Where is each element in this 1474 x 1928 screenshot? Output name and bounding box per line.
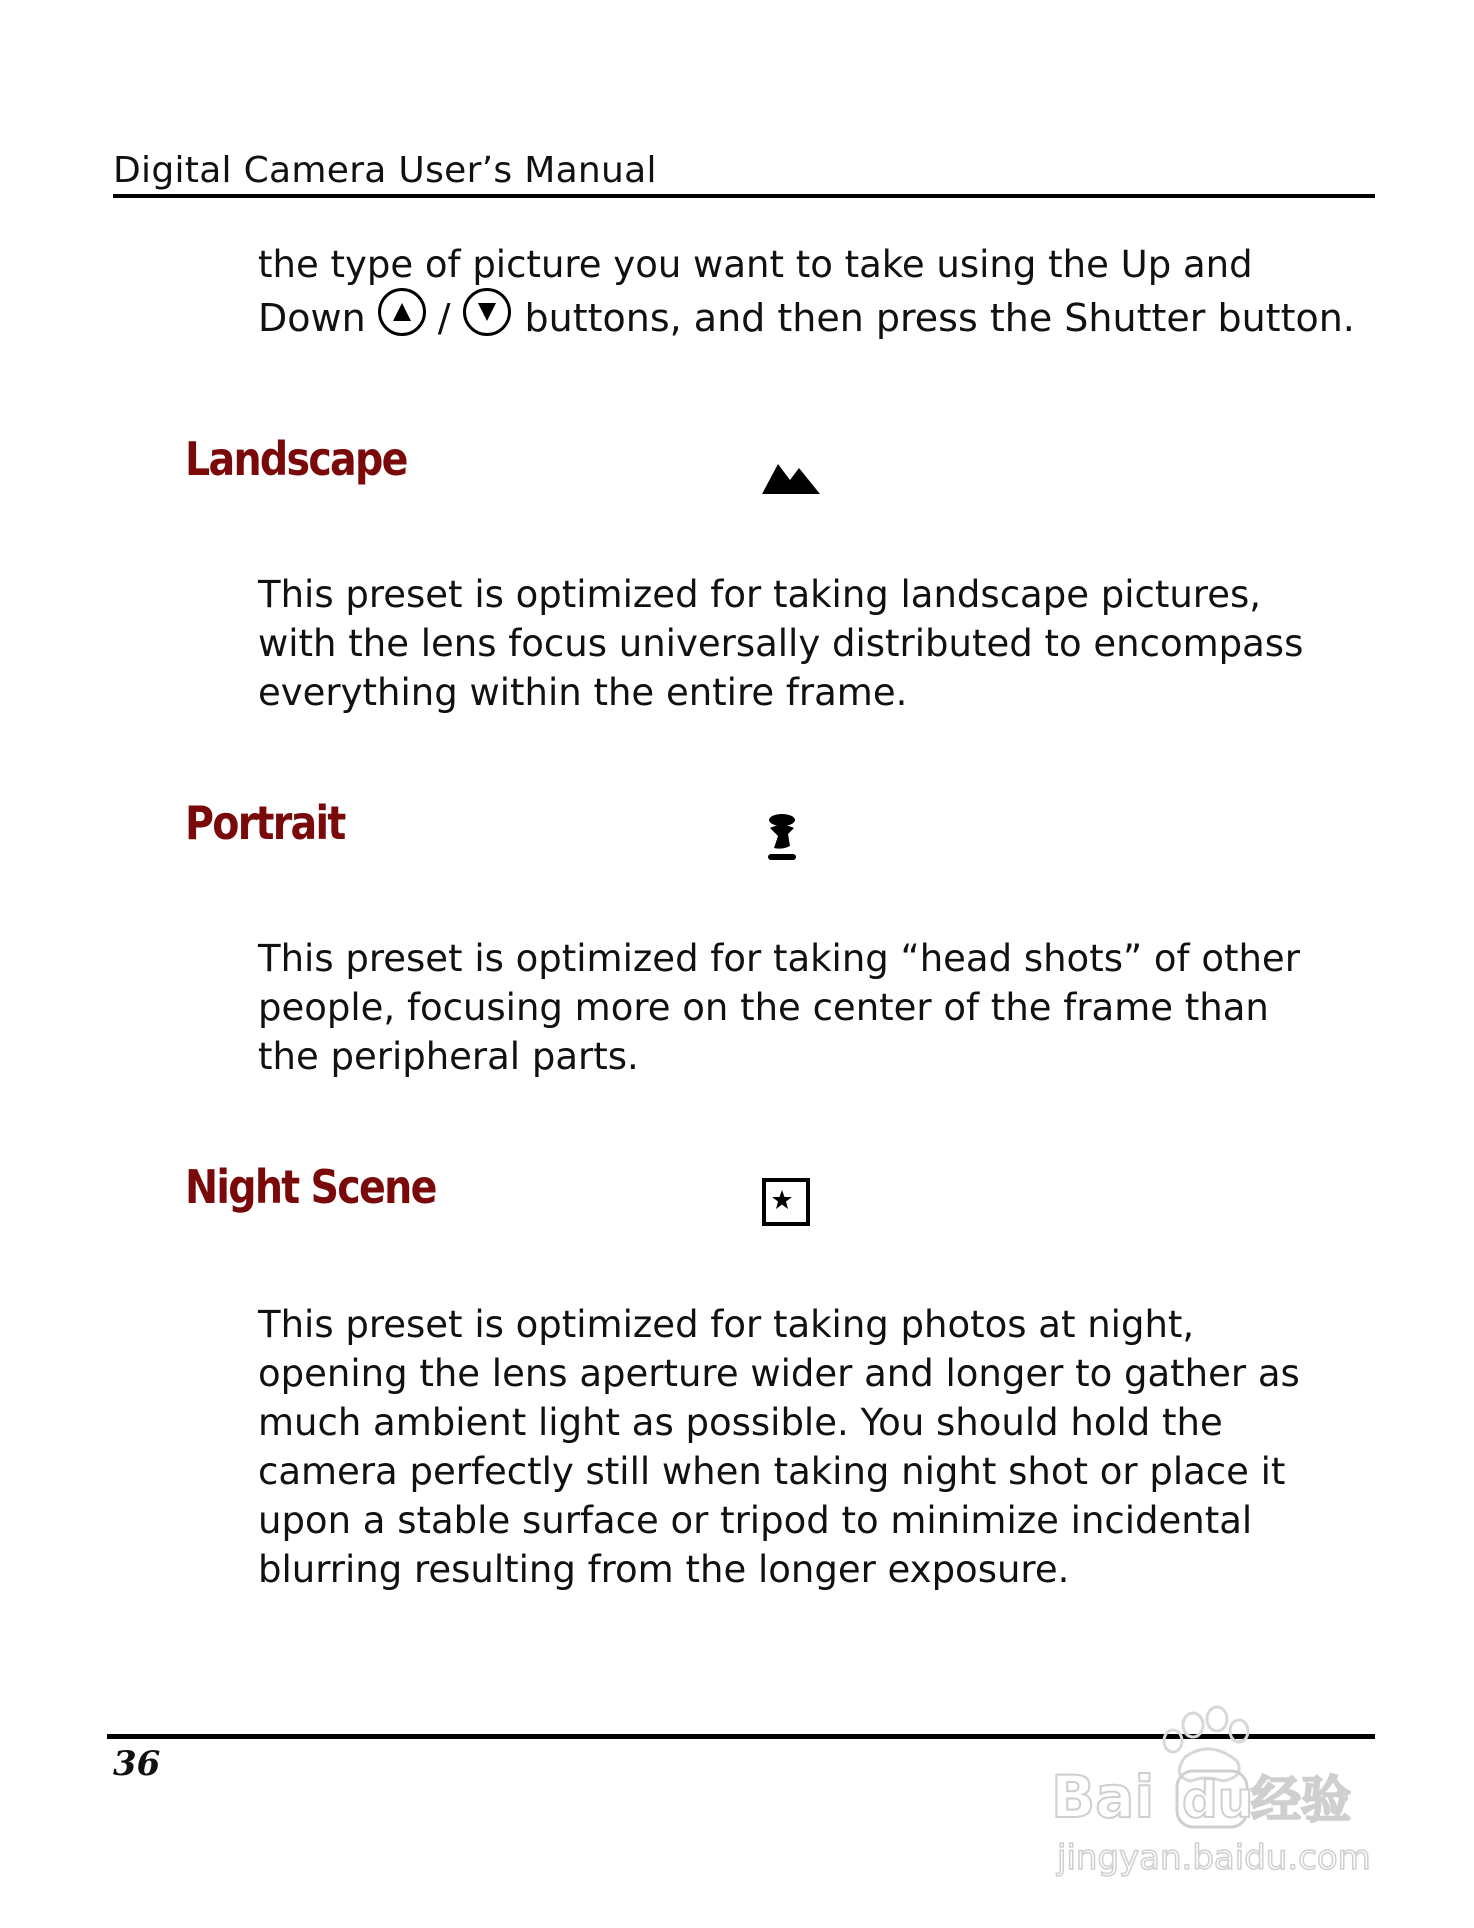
page-number: 36: [113, 1744, 161, 1784]
up-arrow-button-icon: [378, 288, 426, 336]
intro-down-text: Down: [258, 296, 366, 340]
night-scene-line: camera perfectly still when taking night shot or place it: [258, 1450, 1286, 1493]
portrait-person-icon: [762, 812, 802, 866]
landscape-line: This preset is optimized for taking landscape pictures,: [258, 573, 1261, 616]
intro-line-1: the type of picture you want to take using the Up and: [258, 243, 1253, 286]
down-arrow-button-icon: [463, 288, 511, 336]
night-scene-line: blurring resulting from the longer exposure.: [258, 1548, 1070, 1591]
portrait-description: [258, 934, 1300, 1081]
svg-text:经验: 经验: [1251, 1771, 1351, 1829]
night-scene-description: [258, 1300, 1300, 1594]
night-scene-line: This preset is optimized for taking photos at night,: [258, 1303, 1195, 1346]
night-scene-line: much ambient light as possible. You should hold the: [258, 1401, 1223, 1444]
landscape-line: everything within the entire frame.: [258, 671, 908, 714]
intro-buttons-text: buttons, and then press the Shutter button.: [524, 296, 1355, 340]
page-header: [113, 146, 1375, 198]
portrait-line: people, focusing more on the center of the frame than: [258, 986, 1269, 1029]
section-title-landscape: Landscape: [185, 432, 407, 486]
baidu-watermark-logo: [1045, 1705, 1385, 1880]
night-scene-icon: [762, 1178, 810, 1230]
svg-text:jingyan.baidu.com: jingyan.baidu.com: [1057, 1838, 1371, 1878]
svg-text:du: du: [1182, 1771, 1254, 1829]
night-scene-line: upon a stable surface or tripod to minimize incidental: [258, 1499, 1253, 1542]
section-title-night-scene: Night Scene: [185, 1160, 436, 1214]
svg-text:Bai: Bai: [1051, 1763, 1155, 1831]
mountain-icon: [762, 460, 820, 498]
landscape-line: with the lens focus universally distributed to encompass: [258, 622, 1304, 665]
intro-slash: /: [437, 296, 451, 340]
header-title: Digital Camera User’s Manual: [113, 150, 657, 191]
portrait-line: the peripheral parts.: [258, 1035, 639, 1078]
night-scene-line: opening the lens aperture wider and longer to gather as: [258, 1352, 1300, 1395]
landscape-description: [258, 570, 1303, 717]
section-title-portrait: Portrait: [185, 796, 345, 850]
intro-line-2: [258, 288, 1355, 348]
portrait-line: This preset is optimized for taking “head shots” of other: [258, 937, 1300, 980]
